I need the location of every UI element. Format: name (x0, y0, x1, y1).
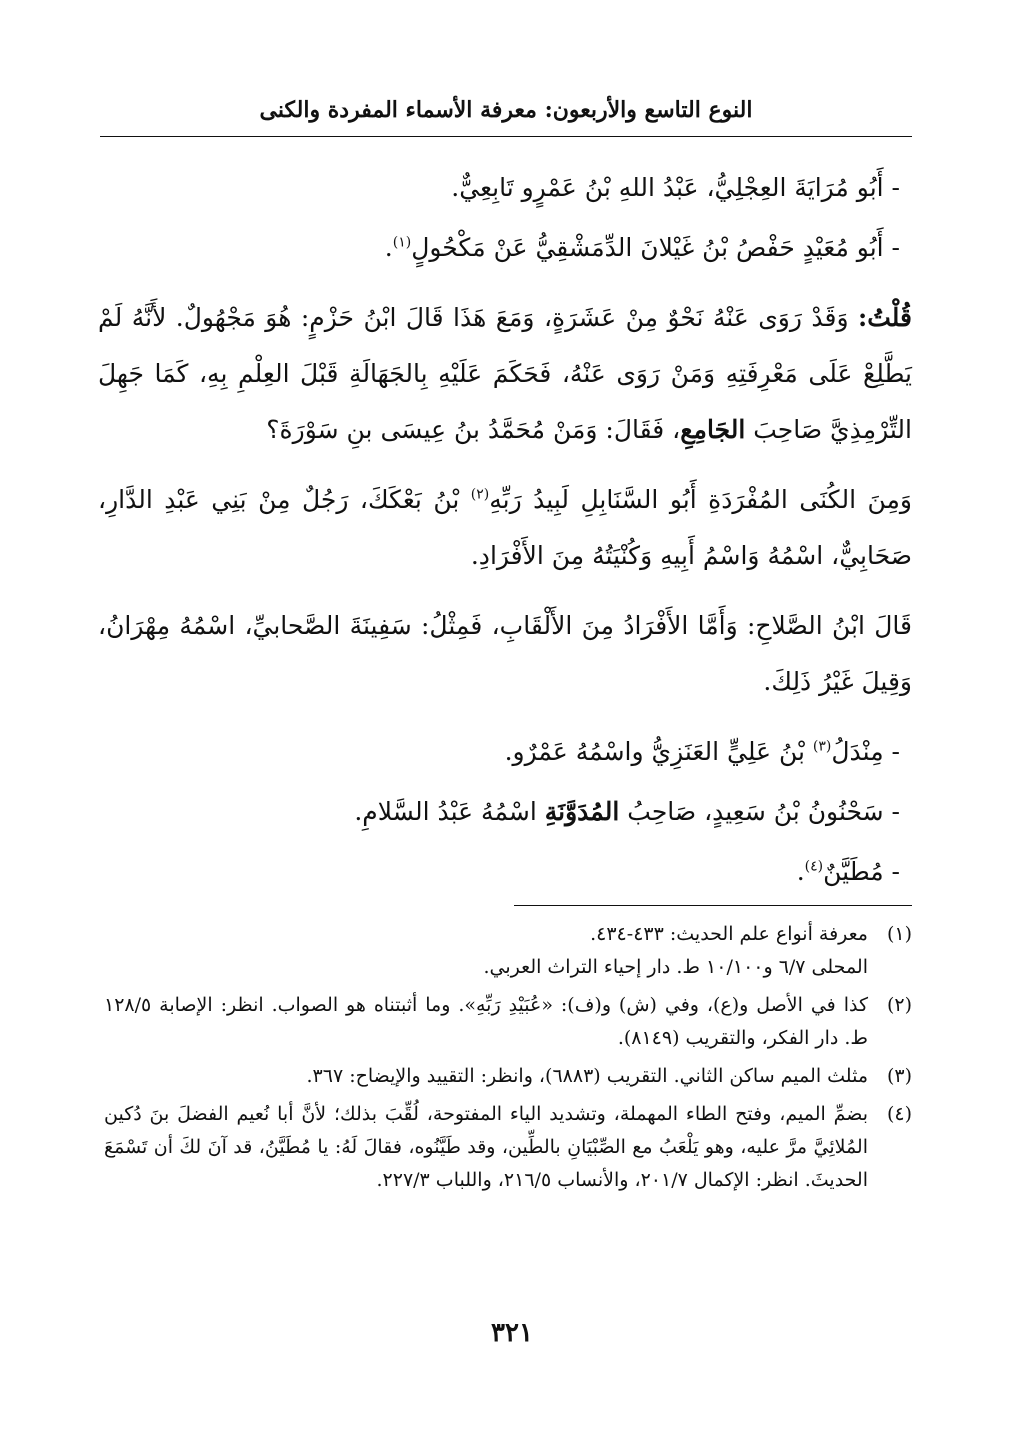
list-item: - أَبُو مُرَايَةَ العِجْلِيُّ، عَبْدُ اللهِ بْنُ عَمْرٍو تَابِعِيٌّ. (451, 173, 900, 202)
footnote (104, 1098, 912, 1197)
footnotes (104, 918, 912, 1202)
footnote-line: بضمِّ الميم، وفتح الطاء المهملة، وتشديد الياء المفتوحة، لُقِّبَ بذلك؛ لأنَّ أبا نُعيم الفضلَ بنَ دُكين المُلائِيَّ مرَّ عليه، وهو يَلْعَبُ مع الصِّبْيَانِ بالطِّين، وقد طَيَّنُوه، فقالَ لَهُ: يا مُطَيَّنُ، قد آنَ لكَ أن تَسْمَعَ الحديثَ. انظر: الإكمال ٢٠١/٧، والأنساب ٢١٦/٥، واللباب ٢٢٧/٣. (104, 1103, 868, 1191)
item-text: - أَبُو مُعَيْدٍ حَفْصُ بْنُ غَيْلانَ الدِّمَشْقِيُّ عَنْ مَكْحُولٍ (411, 233, 900, 262)
item-text: - مِنْدَلُ (831, 737, 900, 766)
footnote-number: (٢) (886, 994, 912, 1016)
footnote-body (104, 918, 868, 984)
footnote-ref[interactable]: (١) (392, 234, 412, 251)
footnote-ref[interactable]: (٣) (812, 738, 832, 755)
footnote (104, 989, 912, 1055)
footnote-line: معرفة أنواع علم الحديث: ٤٣٣-٤٣٤. (590, 923, 868, 945)
list-item (98, 784, 912, 840)
footnote-number: (٣) (886, 1065, 912, 1087)
footnote-number: (١) (886, 923, 912, 945)
footnote-ref[interactable]: (٢) (470, 486, 490, 503)
running-header: النوع التاسع والأربعون: معرفة الأسماء المفردة والكنى (100, 92, 912, 137)
footnote-body (104, 1060, 868, 1093)
item-text: بْنُ عَلِيٍّ العَنَزِيُّ واسْمُهُ عَمْرٌو. (504, 737, 805, 766)
footnote-ref[interactable]: (٤) (804, 858, 824, 875)
main-text (98, 160, 912, 900)
footnote-line: المحلى ٦/٧ و١٠/١٠٠ ط. دار إحياء التراث العربي. (483, 956, 868, 978)
list-item (98, 724, 912, 780)
item-end: . (796, 857, 805, 886)
footnote (104, 918, 912, 984)
item-text: اسْمُهُ عَبْدُ السَّلامِ. (354, 797, 537, 826)
paragraph-ibn-salah: قَالَ ابْنُ الصَّلاحِ: وَأَمَّا الأَفْرَادُ مِنَ الأَلْقَابِ، فَمِثْلُ: سَفِينَةَ الصَّحابيِّ، اسْمُهُ مِهْرَانُ، وَقِيلَ غَيْرُ ذَلِكَ. (98, 611, 912, 696)
footnote-body (104, 1098, 868, 1197)
footnote-body (104, 989, 868, 1055)
item-end: . (384, 233, 393, 262)
list-item (98, 844, 912, 900)
book-title-jami: الجَامِعِ (680, 415, 746, 444)
item-text: - سَحْنُونُ بْنُ سَعِيدٍ، صَاحِبُ (627, 797, 900, 826)
qultu-paragraph (98, 290, 912, 458)
book-title-mudawwana: المُدَوَّنَةِ (544, 797, 620, 826)
footnote-number: (٤) (886, 1103, 912, 1125)
page-number: ٣٢١ (491, 1318, 533, 1348)
item-text: - مُطَيَّنٌ (823, 857, 900, 886)
footnote (104, 1060, 912, 1093)
qultu-label: قُلْتُ: (857, 303, 912, 332)
para-text: وَمِنَ الكُنَى المُفْرَدَةِ أَبُو السَّنَابِلِ لَبِيدُ رَبِّهِ (489, 485, 912, 514)
qultu-tail: ، فَقَالَ: وَمَنْ مُحَمَّدُ بنُ عِيسَى بنِ سَوْرَةَ؟ (266, 415, 681, 444)
qultu-text: وَقَدْ رَوَى عَنْهُ نَحْوٌ مِنْ عَشَرَةٍ، وَمَعَ هَذَا قَالَ ابْنُ حَزْمٍ: هُوَ مَجْهُولٌ. لأَنَّهُ لَمْ يَطَّلِعْ عَلَى مَعْرِفَتِهِ وَمَنْ رَوَى عَنْهُ، فَحَكَمَ عَلَيْهِ بِالجَهَالَةِ قَبْلَ العِلْمِ بِهِ، كَمَا جَهِلَ التِّرْمِذِيَّ صَاحِبَ (98, 303, 912, 444)
footnote-line: كذا في الأصل و(ع)، وفي (ش) و(ف): «عُبَيْدِ رَبِّهِ». وما أثبتناه هو الصواب. انظر: الإصابة ١٢٨/٥ ط. دار الفكر، والتقريب (٨١٤٩). (104, 994, 868, 1049)
list-item (98, 220, 912, 276)
para-text: بْنُ بَعْكَكَ، رَجُلٌ مِنْ بَنِي عَبْدِ الدَّارِ، صَحَابِيٌّ، اسْمُهُ وَاسْمُ أَبِيهِ وَكُنْيَتُهُ مِنَ الأَفْرَادِ. (98, 485, 912, 570)
paragraph-kuna (98, 472, 912, 584)
footnote-divider (514, 905, 912, 906)
footnote-line: مثلث الميم ساكن الثاني. التقريب (٦٨٨٣)، وانظر: التقييد والإيضاح: ٣٦٧. (306, 1065, 868, 1087)
